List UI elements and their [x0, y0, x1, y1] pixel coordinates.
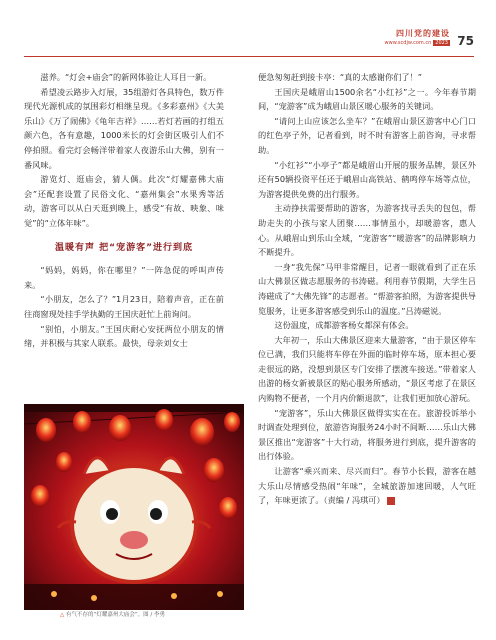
photo-caption	[60, 610, 165, 618]
issue-year: 2023	[435, 40, 448, 46]
paragraph: “妈妈，妈妈，你在哪里？”一阵急促的呼叫声传来。	[24, 265, 224, 290]
paragraph: “别怕，小朋友。”王国庆耐心安抚两位小朋友的情绪，并积极与其家人联系。最快，母亲刘女士	[24, 323, 224, 349]
paragraph: “小朋友，怎么了？”1月23日，陪着声音，正在前往商窗现处挂手学执勤的王国庆赶忙上前询问。	[24, 294, 224, 319]
magazine-brand: 四川党的建设	[396, 29, 450, 38]
paragraph: 这份温度，成都游客杨女都深有体会。	[274, 320, 414, 331]
page-number: 75	[457, 34, 474, 48]
paragraph: 王国庆是峨眉山1500余名“小红衫”之一。今年春节期间，“宠游客”成为峨眉山景区暖心服务的关键词。	[258, 86, 476, 112]
paragraph: 便急匆匆赶到接卡亭：“真的太感谢你们了！”	[258, 72, 423, 82]
closing-text: 让游客“乘兴而来、尽兴而归”。春节小长假，游客在越大乐山尽情感受热闹“年味”，全城旅游加速回暖，人气旺了，年味更浓了。（责编 / 冯琪可）	[258, 466, 476, 506]
paragraph: 游览灯、逛庙会，猜人偶。此次“灯耀嘉佛大庙会”还配套设置了民俗文化、“嘉州集会”水果秀等活动，游客可以从白天逛到晚上，感受“有故、映象、味觉”的“立体年味”。	[24, 174, 224, 228]
paragraph: 希望凌云路步入灯展，35组游灯各具特色，数万件现代光源机成的氛围彩灯相继呈现。《多彩嘉州》《大美乐山》《万了闹佛》《龟年吉祥》……若灯若画的打组五颜六色，各有意趣，1000米长的灯会街区吸引人们不停拍照。看完灯会畅洋带着家人夜游乐山大佛，别有一番风味。	[24, 86, 224, 170]
paragraph: 一身“我先保”马甲非常醒目，记者一眼就看到了正在乐山大佛景区做志愿服务的书涛磁。利用春节假期，大学生吕涛磁成了“大佛先锋”的志愿者。“帮游客拍照，为游客提供导览服务，让更多游客感受到乐山的温度。”吕涛磁说。	[258, 261, 476, 316]
end-mark-icon	[387, 497, 395, 505]
caption-text: 有气不存的“灯耀嘉州大庙会”。图 / 李勇	[65, 612, 166, 618]
paragraph: “小红衫”“小亭子”都是峨眉山开展的服务品牌，景区外还有50辆投资平任还于峨眉山高铁站、鹤鸣停车场等点位，为游客提供免费的出行服务。	[258, 159, 476, 199]
paragraph: “请问上山应该怎么坐车？”在峨眉山景区游客中心门口的红色亭子外，记者看到，时不时有游客上前咨询，寻求帮助。	[258, 115, 476, 155]
paragraph: “宠游客”，乐山大佛景区做得实实在在。旅游投诉举小时调查处理到位，旅游咨询服务24小时不间断……乐山大佛景区推出“宠游客”十大行动，将服务进行到底，提升游客的出行体验。	[258, 407, 476, 462]
right-column	[258, 70, 476, 508]
page-header	[0, 0, 496, 60]
magazine-url	[385, 40, 450, 46]
section-title: 温暖有声 把“宠游客”进行到底	[55, 242, 193, 253]
paragraph-final	[258, 464, 476, 508]
paragraph: 主动挣扶需要帮助的游客，为游客找寻丢失的包包，帮助走失的小孩与家人团聚……事情虽小，却暖游客，惠人心。从峨眉山到乐山全域，“宠游客”“暖游客”的品牌影响力不断提升。	[258, 203, 476, 258]
paragraph: 滋养。“灯会+庙会”的新网体验让人耳目一新。	[40, 72, 212, 82]
lantern-photo-illustration	[24, 404, 244, 610]
url-text: www.scdjw.com.cn	[384, 40, 432, 46]
caption-triangle-icon: △	[60, 612, 65, 618]
header-divider	[24, 56, 474, 57]
paragraph: 大年初一，乐山大佛景区迎来大量游客，“由于景区停车位已满，我们只能将车停在外面的临时停车场，原本担心要走很远的路，没想到景区专门安排了摆渡车接送。”带着家人出游的杨女新被景区的贴心服务所感动，“景区考虑了在景区内购物不便者，一个月内价额退款”，让我们更加放心游玩。	[258, 334, 476, 404]
left-column	[24, 70, 224, 351]
lantern-festival-photo	[24, 404, 244, 610]
